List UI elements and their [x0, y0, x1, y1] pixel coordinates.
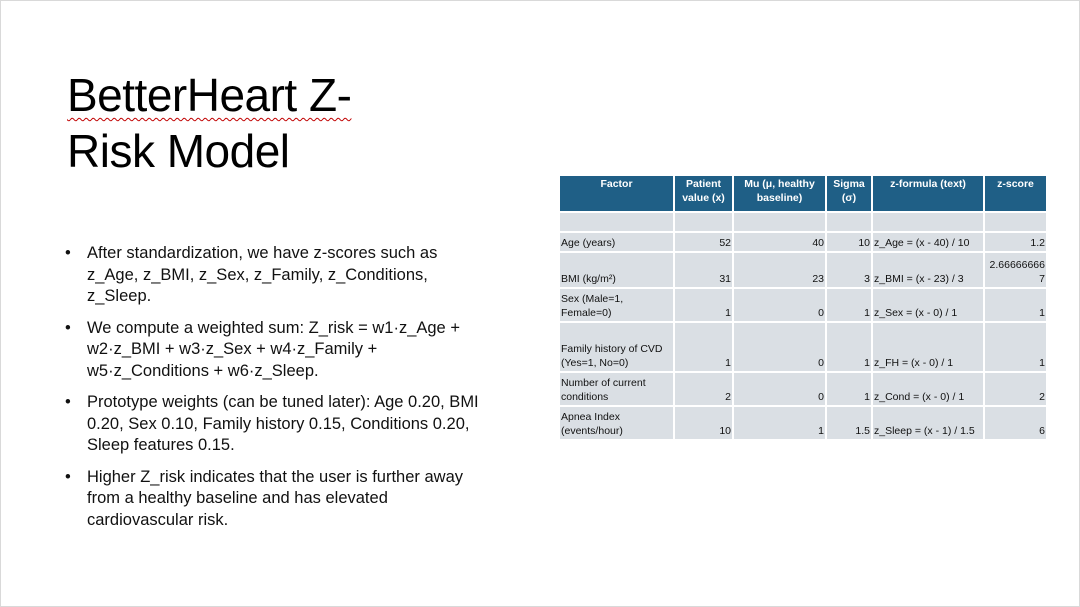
- cell-z: 2: [984, 372, 1047, 406]
- cell-mu: 0: [733, 372, 826, 406]
- cell-mu: 0: [733, 288, 826, 322]
- table-row: [560, 252, 1047, 288]
- table-row: [560, 232, 1047, 252]
- cell-z: 1: [984, 288, 1047, 322]
- table-row: [560, 288, 1047, 322]
- cell-formula: z_Cond = (x - 0) / 1: [872, 372, 984, 406]
- cell-sigma: 10: [826, 232, 872, 252]
- cell-mu: 0: [733, 322, 826, 372]
- cell-formula: z_BMI = (x - 23) / 3: [872, 252, 984, 288]
- cell-sigma: 1: [826, 322, 872, 372]
- table-row: [560, 322, 1047, 372]
- header-zscore: z-score: [984, 176, 1047, 212]
- cell-mu: 23: [733, 252, 826, 288]
- table-row: [560, 406, 1047, 440]
- cell-factor: Apnea Index (events/hour): [560, 406, 674, 440]
- header-factor: Factor: [560, 176, 674, 212]
- cell-x: 31: [674, 252, 733, 288]
- bullet-weights: • Prototype weights (can be tuned later): Age 0.20, BMI 0.20, Sex 0.10, Family history 0.15, Conditions 0.20, Sleep features 0.15.: [63, 392, 493, 457]
- cell-x: 1: [674, 288, 733, 322]
- cell-sigma: 3: [826, 252, 872, 288]
- cell-formula: z_Sleep = (x - 1) / 1.5: [872, 406, 984, 440]
- title-line-1: BetterHeart Z-: [67, 69, 352, 121]
- cell-factor: Number of current conditions: [560, 372, 674, 406]
- header-formula: z-formula (text): [872, 176, 984, 212]
- slide-title: [67, 67, 467, 179]
- bullet-zscores: • After standardization, we have z-scores such as z_Age, z_BMI, z_Sex, z_Family, z_Conditions, z_Sleep.: [63, 243, 493, 308]
- cell-formula: z_Age = (x - 40) / 10: [872, 232, 984, 252]
- bullet-interpretation: • Higher Z_risk indicates that the user is further away from a healthy baseline and has elevated cardiovascular risk.: [63, 467, 493, 532]
- cell-formula: z_FH = (x - 0) / 1: [872, 322, 984, 372]
- header-patient-value: Patient value (x): [674, 176, 733, 212]
- cell-factor: Family history of CVD (Yes=1, No=0): [560, 322, 674, 372]
- cell-factor: Age (years): [560, 232, 674, 252]
- cell-z: 2.666666667: [984, 252, 1047, 288]
- cell-sigma: 1: [826, 372, 872, 406]
- cell-x: 52: [674, 232, 733, 252]
- bullet-list: [63, 243, 493, 541]
- header-mu: Mu (μ, healthy baseline): [733, 176, 826, 212]
- cell-sigma: 1: [826, 288, 872, 322]
- title-line-2: Risk Model: [67, 125, 290, 177]
- cell-x: 2: [674, 372, 733, 406]
- cell-mu: 1: [733, 406, 826, 440]
- cell-factor: Sex (Male=1, Female=0): [560, 288, 674, 322]
- cell-x: 10: [674, 406, 733, 440]
- cell-z: 6: [984, 406, 1047, 440]
- cell-z: 1: [984, 322, 1047, 372]
- cell-sigma: 1.5: [826, 406, 872, 440]
- table-header-row: [560, 176, 1047, 212]
- cell-z: 1.2: [984, 232, 1047, 252]
- cell-mu: 40: [733, 232, 826, 252]
- cell-formula: z_Sex = (x - 0) / 1: [872, 288, 984, 322]
- zscore-table: [560, 176, 1048, 441]
- table-spacer-row: [560, 212, 1047, 232]
- table-row: [560, 372, 1047, 406]
- cell-x: 1: [674, 322, 733, 372]
- bullet-weighted-sum: • We compute a weighted sum: Z_risk = w1·z_Age + w2·z_BMI + w3·z_Sex + w4·z_Family + w5·z_Conditions + w6·z_Sleep.: [63, 318, 493, 383]
- cell-factor: BMI (kg/m²): [560, 252, 674, 288]
- header-sigma: Sigma (σ): [826, 176, 872, 212]
